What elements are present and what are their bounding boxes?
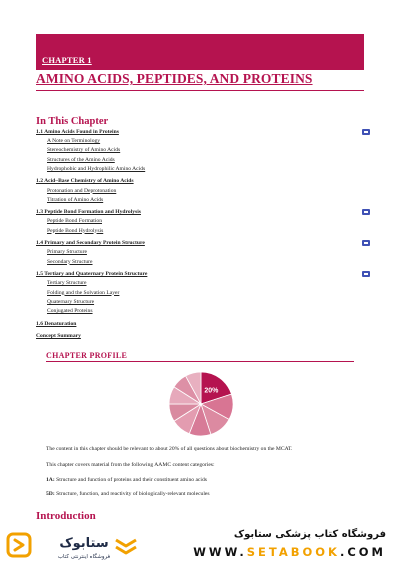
toc-section-link[interactable]: 1.1 Amino Acids Found in Proteins bbox=[36, 128, 364, 137]
toc-section-link[interactable]: 1.6 Denaturation bbox=[36, 320, 77, 327]
category-code: 5D: bbox=[46, 491, 55, 497]
url-prefix: WWW. bbox=[193, 545, 247, 559]
high-yield-icon bbox=[362, 209, 370, 215]
toc-section-link[interactable]: 1.5 Tertiary and Quaternary Protein Structure bbox=[36, 270, 364, 279]
toc-subsection-link[interactable]: Secondary Structure bbox=[47, 258, 93, 265]
chapter-profile-heading: CHAPTER PROFILE bbox=[46, 351, 128, 360]
in-this-chapter-heading: In This Chapter bbox=[36, 116, 109, 127]
toc-subsection-link[interactable]: Titration of Amino Acids bbox=[47, 196, 104, 203]
toc-subsection-link[interactable]: Protonation and Deprotonation bbox=[47, 187, 117, 194]
content-category-1a bbox=[46, 476, 366, 484]
category-text: Structure, function, and reactivity of biologically-relevant molecules bbox=[54, 491, 210, 497]
toc-subsection-link[interactable]: Peptide Bond Hydrolysis bbox=[47, 227, 104, 234]
toc-section-link[interactable]: 1.2 Acid–Base Chemistry of Amino Acids bbox=[36, 178, 134, 185]
toc-subsection-link[interactable]: Tertiary Structure bbox=[47, 280, 87, 287]
toc-section-link[interactable]: 1.4 Primary and Secondary Protein Structure bbox=[36, 239, 364, 248]
footer-url[interactable] bbox=[193, 545, 386, 559]
toc-subsection-link[interactable]: Stereochemistry of Amino Acids bbox=[47, 147, 121, 154]
chapter-title: AMINO ACIDS, PEPTIDES, AND PROTEINS bbox=[36, 71, 313, 86]
url-suffix: .COM bbox=[339, 545, 386, 559]
pie-chart bbox=[167, 370, 235, 438]
high-yield-icon bbox=[362, 240, 370, 246]
url-accent: SETABOOK bbox=[246, 545, 340, 559]
chapter-profile-rule bbox=[46, 361, 354, 362]
profile-paragraph-1: The content in this chapter should be relevant to about 20% of all questions about biochemistry on the MCAT. bbox=[46, 446, 293, 452]
toc-section-link[interactable]: Concept Summary bbox=[36, 333, 81, 340]
title-rule bbox=[36, 90, 364, 91]
profile-paragraph-2: This chapter covers material from the following AAMC content categories: bbox=[46, 462, 215, 468]
toc-subsection-link[interactable]: A Note on Terminology bbox=[47, 138, 101, 145]
toc-subsection-link[interactable]: Structures of the Amino Acids bbox=[47, 156, 115, 163]
toc-subsection-link[interactable]: Peptide Bond Formation bbox=[47, 218, 103, 225]
toc-subsection-link[interactable]: Hydrophobic and Hydrophilic Amino Acids bbox=[47, 165, 146, 172]
setabook-logo bbox=[6, 530, 111, 562]
logo-subtext: فروشگاه اینترنتی کتاب bbox=[57, 554, 111, 560]
logo-wordmark: ستابوک bbox=[59, 536, 109, 551]
toc-subsection-link[interactable]: Primary Structure bbox=[47, 249, 87, 256]
toc-subsection-link[interactable]: Folding and the Solvation Layer bbox=[47, 289, 120, 296]
high-yield-icon bbox=[362, 129, 370, 135]
category-text: Structure and function of proteins and their constituent amino acids bbox=[54, 477, 207, 483]
category-code: 1A: bbox=[46, 477, 55, 483]
toc-section-link[interactable]: 1.3 Peptide Bond Formation and Hydrolysis bbox=[36, 208, 364, 217]
toc-subsection-link[interactable]: Conjugated Proteins bbox=[47, 307, 93, 314]
high-yield-icon bbox=[362, 271, 370, 277]
book-icon bbox=[112, 532, 140, 560]
toc-subsection-link[interactable]: Quaternary Structure bbox=[47, 298, 95, 305]
footer-store-name: فروشگاه کتاب پزشکی ستابوک bbox=[233, 529, 386, 540]
introduction-heading: Introduction bbox=[36, 510, 96, 522]
pie-slice-label: 20% bbox=[204, 387, 219, 395]
table-of-contents bbox=[36, 128, 364, 341]
content-category-5d bbox=[46, 490, 366, 498]
chapter-label: CHAPTER 1 bbox=[42, 55, 92, 65]
